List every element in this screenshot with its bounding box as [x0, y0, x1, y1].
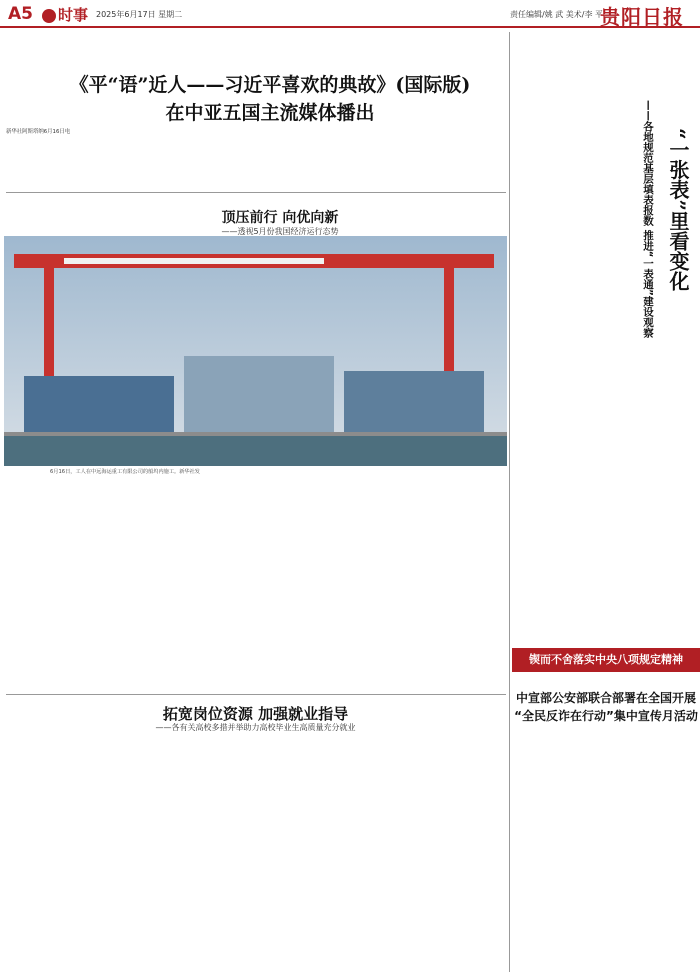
right-feature-subtitle: ——各地规范基层填表报数 推进“一表通”建设观察: [642, 100, 654, 338]
section-dot-icon: [42, 9, 56, 23]
right-news-title-2: “全民反诈在行动”集中宣传月活动: [514, 709, 698, 723]
section-name: [42, 4, 88, 25]
photo-caption: 6月16日，工人在中远海运重工有限公司的船坞内施工。新华社发: [50, 469, 200, 475]
headline-line-1: 《平“语”近人——习近平喜欢的典故》(国际版): [69, 74, 471, 96]
lead-dateline: 新华社阿斯塔纳6月16日电: [6, 129, 71, 135]
divider: [6, 694, 506, 695]
newspaper-logo: 贵阳日报: [600, 5, 684, 29]
lead-article-col-1: [6, 128, 156, 188]
issue-date: 2025年6月17日 星期二: [96, 10, 183, 19]
economy-subtitle: ——透视5月份我国经济运行态势: [221, 227, 339, 236]
right-feature-title: “一张表”里看变化: [666, 128, 690, 292]
headline-line-2: 在中亚五国主流媒体播出: [165, 102, 375, 124]
economy-title: 顶压前行 向优向新: [221, 210, 339, 226]
bottom-article-title: 拓宽岗位资源 加强就业指导: [162, 705, 349, 723]
bottom-article-subtitle: ——各有关高校多措并举助力高校毕业生高质量充分就业: [155, 723, 356, 732]
divider: [6, 192, 506, 193]
page-number: A5: [8, 4, 33, 24]
shipyard-illustration: [4, 236, 507, 466]
editor-credits: 责任编辑/姚 武 美术/李 平: [510, 10, 604, 19]
right-red-banner: 锲而不舍落实中央八项规定精神: [512, 648, 700, 672]
column-divider: [509, 32, 510, 972]
shipyard-photo: [4, 236, 507, 466]
section-label: 时事: [58, 6, 89, 24]
right-news-title-1: 中宣部公安部联合部署在全国开展: [515, 691, 696, 705]
page-header: [0, 0, 700, 28]
